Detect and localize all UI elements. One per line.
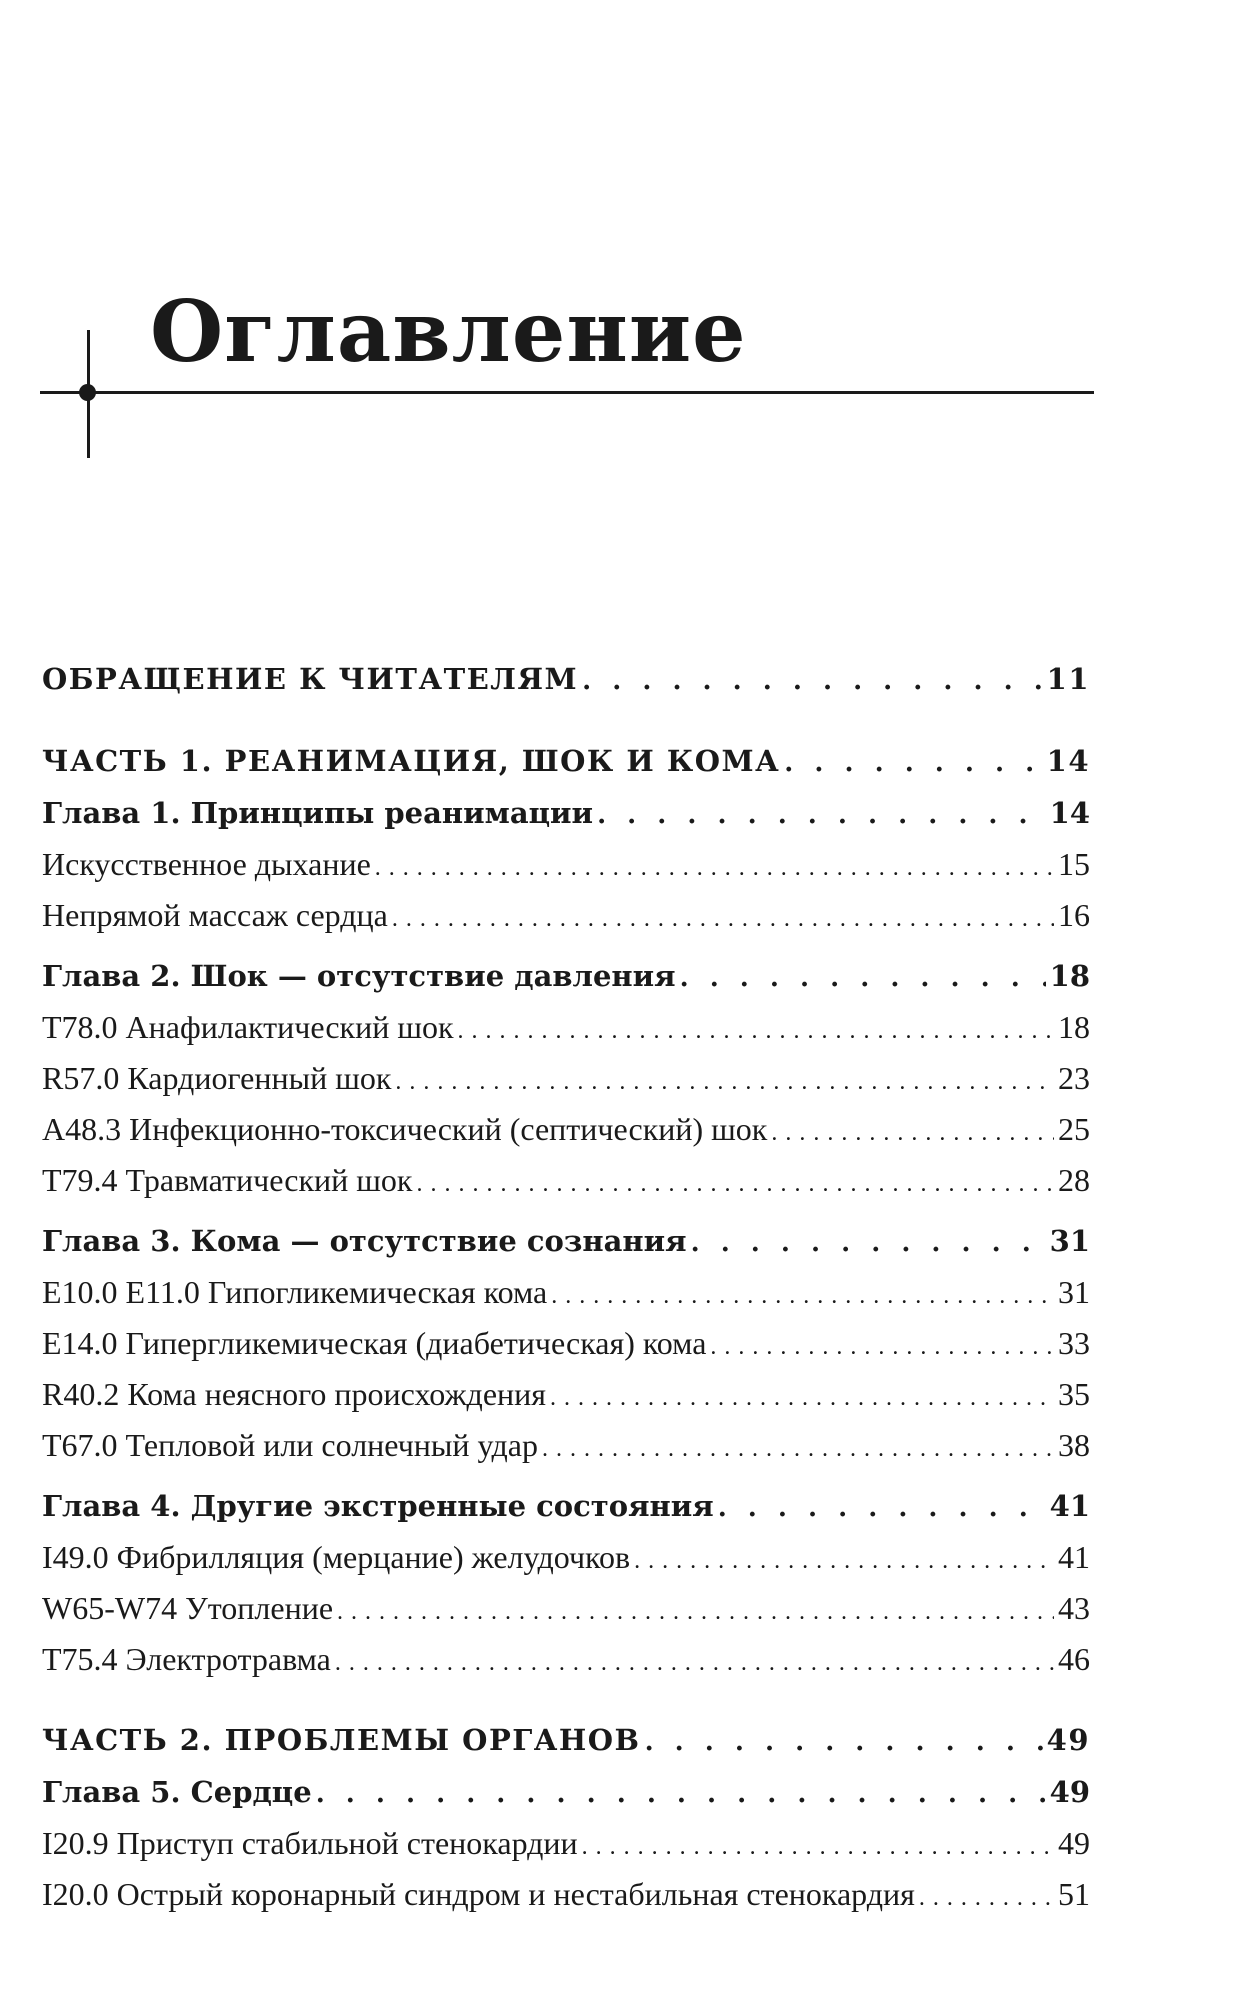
toc-page-number: 14 <box>1049 796 1090 830</box>
dot-leader <box>691 1218 1046 1267</box>
toc-item[interactable] <box>42 1104 1090 1155</box>
toc-page-number: 41 <box>1049 1489 1090 1523</box>
toc-page-number: 43 <box>1058 1590 1090 1626</box>
toc-part[interactable] <box>42 1713 1090 1767</box>
dot-leader <box>392 894 1054 941</box>
toc-page-number: 41 <box>1058 1539 1090 1575</box>
toc-part[interactable] <box>42 652 1090 706</box>
toc-item[interactable] <box>42 1818 1090 1869</box>
toc-entry-title: Глава 4. Другие экстренные состояния <box>42 1489 714 1523</box>
toc-entry-title: ЧАСТЬ 2. ПРОБЛЕМЫ ОРГАНОВ <box>42 1723 641 1757</box>
toc-entry-title: Глава 5. Сердце <box>42 1775 312 1809</box>
toc-page-number: 23 <box>1058 1060 1090 1096</box>
toc-entry-title: R40.2 Кома неясного происхождения <box>42 1376 546 1412</box>
toc-entry-title: Глава 2. Шок — отсутствие давления <box>42 959 676 993</box>
dot-leader <box>582 654 1043 706</box>
toc-entry-title: Глава 1. Принципы реанимации <box>42 796 594 830</box>
toc-entry-title: I49.0 Фибрилляция (мерцание) желудочков <box>42 1539 631 1575</box>
dot-leader <box>542 1424 1054 1471</box>
dot-leader <box>634 1536 1054 1583</box>
dot-leader <box>458 1006 1054 1053</box>
dot-leader <box>395 1057 1054 1104</box>
toc-entry-title: A48.3 Инфекционно-токсический (септический) шок <box>42 1111 768 1147</box>
toc-page-number: 49 <box>1046 1723 1090 1757</box>
toc-entry-title: T79.4 Травматический шок <box>42 1162 413 1198</box>
toc-entry-title: R57.0 Кардиогенный шок <box>42 1060 392 1096</box>
toc-chapter[interactable] <box>42 1481 1090 1532</box>
toc-page-number: 38 <box>1058 1427 1090 1463</box>
toc-entry-title: E10.0 E11.0 Гипогликемическая кома <box>42 1274 548 1310</box>
toc-entry-title: T78.0 Анафилактический шок <box>42 1009 454 1045</box>
toc-page-number: 31 <box>1049 1224 1090 1258</box>
dot-leader <box>718 1483 1046 1532</box>
dot-leader <box>582 1822 1054 1869</box>
toc-item[interactable] <box>42 1869 1090 1920</box>
toc-entry-title: T67.0 Тепловой или солнечный удар <box>42 1427 538 1463</box>
toc-page-number: 15 <box>1058 846 1090 882</box>
dot-leader <box>375 843 1054 890</box>
toc-entry-title: Искусственное дыхание <box>42 846 371 882</box>
toc-page-number: 16 <box>1058 897 1090 933</box>
dot-leader <box>771 1108 1054 1155</box>
toc-item[interactable] <box>42 1369 1090 1420</box>
toc-item[interactable] <box>42 1420 1090 1471</box>
toc-entry-title: I20.0 Острый коронарный синдром и нестабильная стенокардия <box>42 1876 915 1912</box>
toc-part[interactable] <box>42 734 1090 788</box>
toc-page-number: 28 <box>1058 1162 1090 1198</box>
toc-entry-title: W65-W74 Утопление <box>42 1590 334 1626</box>
toc-entry-title: ОБРАЩЕНИЕ К ЧИТАТЕЛЯМ <box>42 662 579 696</box>
toc-item[interactable] <box>42 1634 1090 1685</box>
toc-page-number: 49 <box>1058 1825 1090 1861</box>
toc-page-number: 14 <box>1046 744 1090 778</box>
dot-leader <box>551 1271 1054 1318</box>
toc-chapter[interactable] <box>42 1767 1090 1818</box>
toc-page-number: 46 <box>1058 1641 1090 1677</box>
toc-item[interactable] <box>42 1532 1090 1583</box>
title-crosshair-dot <box>79 384 96 401</box>
toc-item[interactable] <box>42 890 1090 941</box>
toc-entry-title: Глава 3. Кома — отсутствие сознания <box>42 1224 687 1258</box>
dot-leader <box>335 1638 1054 1685</box>
toc-item[interactable] <box>42 1583 1090 1634</box>
toc-chapter[interactable] <box>42 788 1090 839</box>
dot-leader <box>680 953 1046 1002</box>
dot-leader <box>645 1715 1043 1767</box>
toc-item[interactable] <box>42 1155 1090 1206</box>
toc-page-number: 49 <box>1049 1775 1090 1809</box>
table-of-contents <box>42 652 1090 1920</box>
toc-entry-title: Непрямой массаж сердца <box>42 897 388 933</box>
toc-page-number: 51 <box>1058 1876 1090 1912</box>
toc-item[interactable] <box>42 1318 1090 1369</box>
toc-page-number: 33 <box>1058 1325 1090 1361</box>
title-underline <box>40 391 1094 394</box>
toc-item[interactable] <box>42 1002 1090 1053</box>
toc-item[interactable] <box>42 839 1090 890</box>
dot-leader <box>337 1587 1054 1634</box>
dot-leader <box>416 1159 1054 1206</box>
dot-leader <box>710 1322 1054 1369</box>
toc-page-number: 18 <box>1049 959 1090 993</box>
dot-leader <box>316 1769 1046 1818</box>
toc-entry-title: E14.0 Гипергликемическая (диабетическая) кома <box>42 1325 707 1361</box>
toc-chapter[interactable] <box>42 951 1090 1002</box>
toc-item[interactable] <box>42 1267 1090 1318</box>
dot-leader <box>550 1373 1054 1420</box>
toc-entry-title: ЧАСТЬ 1. РЕАНИМАЦИЯ, ШОК И КОМА <box>42 744 781 778</box>
dot-leader <box>597 790 1046 839</box>
page-title: Оглавление <box>150 282 747 381</box>
toc-entry-title: T75.4 Электротравма <box>42 1641 331 1677</box>
toc-item[interactable] <box>42 1053 1090 1104</box>
toc-page-number: 25 <box>1058 1111 1090 1147</box>
dot-leader <box>784 736 1042 788</box>
toc-page-number: 35 <box>1058 1376 1090 1412</box>
dot-leader <box>919 1873 1054 1920</box>
toc-entry-title: I20.9 Приступ стабильной стенокардии <box>42 1825 578 1861</box>
toc-page-number: 31 <box>1058 1274 1090 1310</box>
toc-page-number: 18 <box>1058 1009 1090 1045</box>
toc-page-number: 11 <box>1046 662 1090 696</box>
toc-chapter[interactable] <box>42 1216 1090 1267</box>
